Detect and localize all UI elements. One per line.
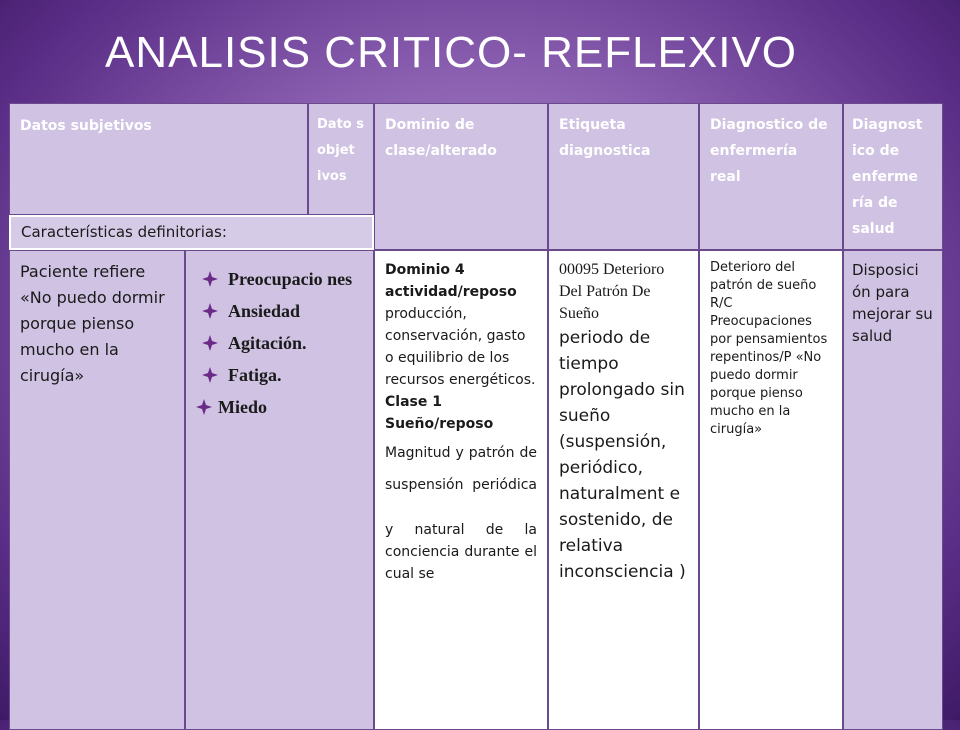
clase-desc-2: y natural de la conciencia durante el cual se (385, 522, 537, 582)
cell-etiqueta (548, 250, 699, 730)
objetivo-item (196, 391, 365, 423)
header-etiqueta (548, 103, 699, 250)
diag-real-text: Deterioro del patrón de sueño R/C Preocupaciones por pensamientos repentinos/P «No puedo dormir porque pienso mucho en la cirugía» (710, 260, 828, 437)
cell-objetivos (185, 250, 374, 730)
cell-diag-real (699, 250, 843, 730)
objetivo-text: Miedo (218, 397, 267, 417)
header-datos-subjetivos (9, 103, 308, 215)
caracteristicas-label: Características definitorias: (21, 223, 227, 241)
objetivo-text: Preocupacio nes (228, 269, 353, 289)
diamond-bullet-icon (202, 335, 218, 351)
etiqueta-code: 00095 Deterioro Del Patrón De Sueño (559, 261, 665, 322)
header-diag-salud (843, 103, 943, 250)
cell-subjetivo (9, 250, 185, 730)
objetivo-item (202, 295, 365, 327)
header-datos-objetivos (308, 103, 374, 215)
diag-salud-text: Disposici ón para mejorar su salud (852, 261, 933, 345)
diamond-bullet-icon (202, 303, 218, 319)
objetivo-item (202, 359, 365, 391)
etiqueta-desc: periodo de tiempo prolongado sin sueño (suspensión, periódico, naturalment e sostenido, de relativa inconsciencia ) (559, 328, 686, 582)
objetivo-text: Ansiedad (228, 301, 301, 321)
header-diag-real-label: Diagnostico de enfermería real (710, 117, 828, 185)
objetivo-item (202, 327, 365, 359)
subjetivo-text: Paciente refiere «No puedo dormir porque pienso mucho en la cirugía» (20, 262, 165, 385)
objetivo-item (202, 263, 365, 295)
caracteristicas-row (9, 215, 374, 250)
diamond-bullet-icon (202, 367, 218, 383)
clase-label: Clase 1 Sueño/reposo (385, 394, 494, 432)
cell-dominio (374, 250, 548, 730)
objetivo-text: Agitación. (228, 333, 307, 353)
header-diag-real (699, 103, 843, 250)
clase-desc-1: Magnitud y patrón de suspensión periódica (385, 445, 537, 493)
header-dominio-label: Dominio de clase/alterado (385, 117, 497, 159)
slide-title: ANALISIS CRITICO- REFLEXIVO (105, 28, 798, 77)
dominio-label: Dominio 4 actividad/reposo (385, 262, 517, 300)
diamond-bullet-icon (202, 271, 218, 287)
objetivos-list (202, 263, 365, 423)
objetivo-text: Fatiga. (228, 365, 282, 385)
header-etiqueta-label: Etiqueta diagnostica (559, 117, 651, 159)
header-datos-subjetivos-label: Datos subjetivos (20, 118, 152, 134)
header-diag-salud-label: Diagnost ico de enferme ría de salud (852, 117, 923, 237)
diamond-bullet-icon (196, 399, 212, 415)
header-datos-objetivos-label: Dato s objet ivos (317, 117, 364, 184)
dominio-desc: producción, conservación, gasto o equilibrio de los recursos energéticos. (385, 306, 536, 388)
header-dominio (374, 103, 548, 250)
cell-diag-salud (843, 250, 943, 730)
